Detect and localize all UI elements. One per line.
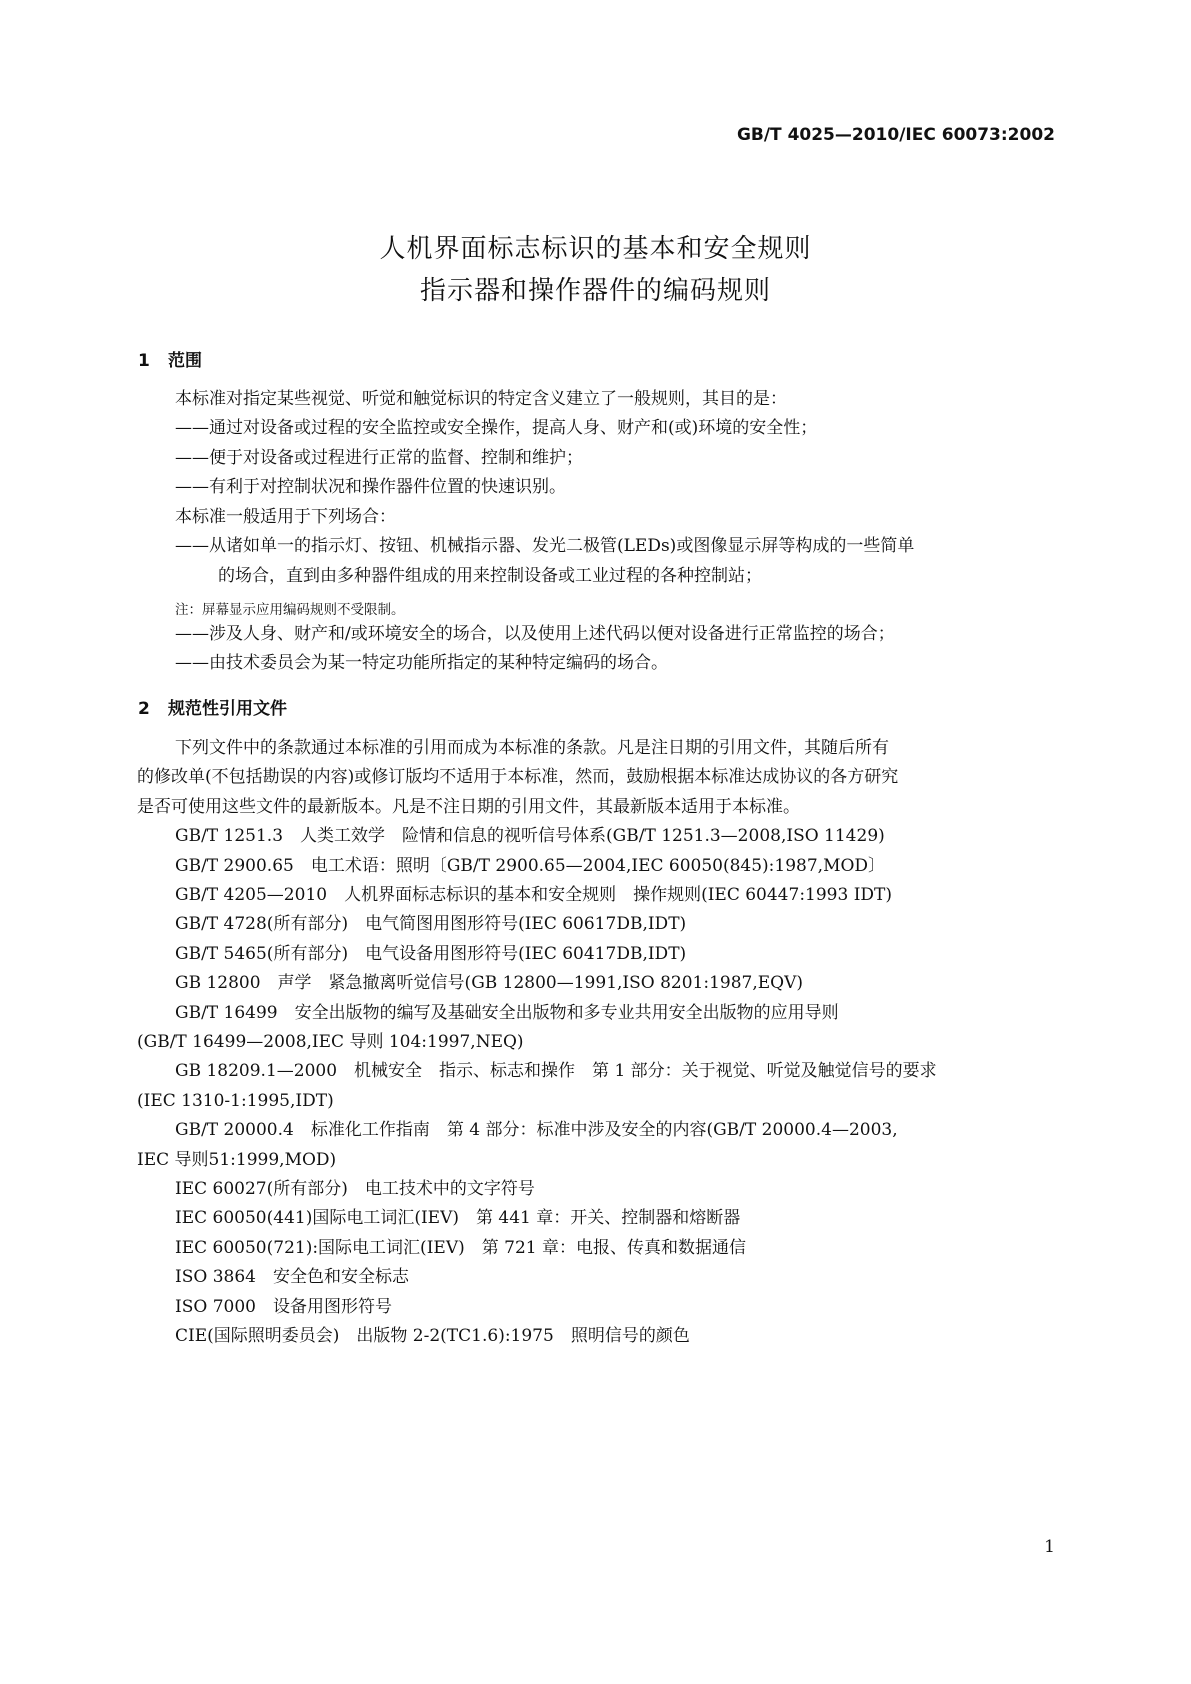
scope-line: ——便于对设备或过程进行正常的监督、控制和维护； <box>175 448 583 468</box>
reference-item: GB/T 4728(所有部分) 电气简图用图形符号(IEC 60617DB,IDT) <box>175 914 687 934</box>
reference-item: GB/T 2900.65 电工术语：照明〔GB/T 2900.65—2004,IEC 60050(845):1987,MOD〕 <box>175 856 886 876</box>
reference-item: GB/T 20000.4 标准化工作指南 第 4 部分：标准中涉及安全的内容(GB/T 20000.4—2003, <box>175 1120 898 1140</box>
reference-item: IEC 60027(所有部分) 电工技术中的文字符号 <box>175 1179 535 1199</box>
scope-line: ——从诸如单一的指示灯、按钮、机械指示器、发光二极管(LEDs)或图像显示屏等构成的一些简单 <box>175 536 915 556</box>
reference-item: IEC 60050(721):国际电工词汇(IEV) 第 721 章：电报、传真和数据通信 <box>175 1238 746 1258</box>
intro-line: 下列文件中的条款通过本标准的引用而成为本标准的条款。凡是注日期的引用文件，其随后所有 <box>175 738 889 758</box>
title-line-2: 指示器和操作器件的编码规则 <box>419 276 771 306</box>
reference-item: GB 18209.1—2000 机械安全 指示、标志和操作 第 1 部分：关于视觉、听觉及触觉信号的要求 <box>175 1061 937 1081</box>
section-2-heading <box>138 694 287 719</box>
section-1-heading <box>138 346 202 371</box>
intro-line: 的修改单(不包括勘误的内容)或修订版均不适用于本标准，然而，鼓励根据本标准达成协议的各方研究 <box>137 767 899 787</box>
section-number: 2 <box>138 699 150 719</box>
reference-item: IEC 导则51:1999,MOD) <box>137 1150 337 1170</box>
scope-note: 注：屏幕显示应用编码规则不受限制。 <box>175 602 405 618</box>
reference-item: (IEC 1310-1:1995,IDT) <box>137 1091 334 1111</box>
reference-item: GB 12800 声学 紧急撤离听觉信号(GB 12800—1991,ISO 8201:1987,EQV) <box>175 973 804 993</box>
scope-line: 的场合，直到由多种器件组成的用来控制设备或工业过程的各种控制站； <box>218 566 762 586</box>
standard-code: GB/T 4025—2010/IEC 60073:2002 <box>736 125 1055 145</box>
intro-line: 是否可使用这些文件的最新版本。凡是不注日期的引用文件，其最新版本适用于本标准。 <box>137 797 800 817</box>
reference-item: GB/T 16499 安全出版物的编写及基础安全出版物和多专业共用安全出版物的应用导则 <box>175 1003 839 1023</box>
scope-line: ——由技术委员会为某一特定功能所指定的某种特定编码的场合。 <box>175 653 668 673</box>
scope-line: 本标准对指定某些视觉、听觉和触觉标识的特定含义建立了一般规则，其目的是： <box>175 389 787 409</box>
reference-item: ISO 3864 安全色和安全标志 <box>175 1267 409 1287</box>
page-number: 1 <box>1044 1537 1055 1557</box>
scope-line: ——涉及人身、财产和/或环境安全的场合，以及使用上述代码以便对设备进行正常监控的场合； <box>175 624 895 644</box>
scope-line: 本标准一般适用于下列场合： <box>175 507 396 527</box>
scope-line: ——通过对设备或过程的安全监控或安全操作，提高人身、财产和(或)环境的安全性； <box>175 418 818 438</box>
reference-item: IEC 60050(441)国际电工词汇(IEV) 第 441 章：开关、控制器和熔断器 <box>175 1208 741 1228</box>
scope-line: ——有利于对控制状况和操作器件位置的快速识别。 <box>175 477 566 497</box>
reference-item: CIE(国际照明委员会) 出版物 2-2(TC1.6):1975 照明信号的颜色 <box>175 1326 690 1346</box>
reference-item: GB/T 1251.3 人类工效学 险情和信息的视听信号体系(GB/T 1251.3—2008,ISO 11429) <box>175 826 885 846</box>
document-title <box>0 228 1191 312</box>
reference-item: GB/T 4205—2010 人机界面标志标识的基本和安全规则 操作规则(IEC 60447:1993 IDT) <box>175 885 893 905</box>
reference-item: (GB/T 16499—2008,IEC 导则 104:1997,NEQ) <box>137 1032 524 1052</box>
section-title: 范围 <box>168 351 202 371</box>
section-number: 1 <box>138 351 150 371</box>
reference-item: ISO 7000 设备用图形符号 <box>175 1297 392 1317</box>
reference-item: GB/T 5465(所有部分) 电气设备用图形符号(IEC 60417DB,IDT) <box>175 944 687 964</box>
section-title: 规范性引用文件 <box>168 699 287 719</box>
title-line-1: 人机界面标志标识的基本和安全规则 <box>379 234 812 264</box>
